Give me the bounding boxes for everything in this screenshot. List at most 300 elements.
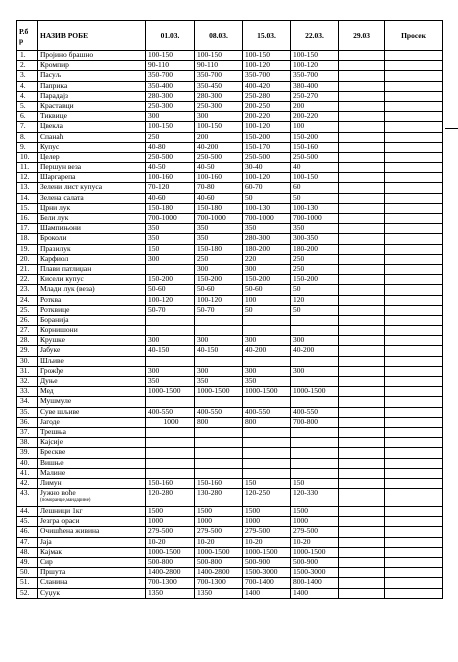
price-cell: 1000-1500: [243, 547, 291, 557]
price-cell: 40-50: [195, 163, 243, 173]
price-cell: 40-150: [195, 346, 243, 356]
price-cell: 400-550: [291, 407, 339, 417]
price-cell: 50-70: [195, 305, 243, 315]
product-name-text: Шљиве: [40, 356, 64, 365]
header-name: НАЗИВ РОБЕ: [38, 21, 146, 51]
price-cell: [339, 397, 385, 407]
product-name: [38, 295, 146, 305]
row-number: 2.: [17, 61, 38, 71]
price-cell: [243, 315, 291, 325]
price-cell: [339, 366, 385, 376]
price-cell: 40: [291, 163, 339, 173]
price-cell: 350: [195, 377, 243, 387]
price-cell: [243, 326, 291, 336]
table-row: [17, 173, 443, 183]
price-cell: 700-1000: [243, 214, 291, 224]
price-cell: 1000-1500: [146, 547, 195, 557]
price-cell: 150-180: [195, 203, 243, 213]
average-cell: [385, 183, 443, 193]
price-cell: [195, 427, 243, 437]
row-number: 48.: [17, 547, 38, 557]
header-row: [17, 21, 443, 51]
price-cell: [243, 427, 291, 437]
price-cell: 150-200: [291, 275, 339, 285]
product-name: [38, 568, 146, 578]
table-row: [17, 387, 443, 397]
price-cell: 150: [291, 478, 339, 488]
price-cell: 10-20: [291, 537, 339, 547]
average-cell: [385, 356, 443, 366]
price-cell: 1000-1500: [291, 387, 339, 397]
product-name-text: Дуње: [40, 376, 58, 385]
price-cell: 100-120: [146, 295, 195, 305]
table-row: [17, 356, 443, 366]
table-row: [17, 537, 443, 547]
product-name-text: Боранија: [40, 315, 69, 324]
price-cell: [339, 275, 385, 285]
product-name-text: Малине: [40, 468, 66, 477]
row-number: 35.: [17, 407, 38, 417]
price-cell: 200: [195, 132, 243, 142]
average-cell: [385, 254, 443, 264]
price-cell: 40-60: [195, 193, 243, 203]
average-cell: [385, 81, 443, 91]
average-cell: [385, 527, 443, 537]
price-cell: [339, 91, 385, 101]
price-cell: [339, 326, 385, 336]
price-cell: 150-200: [195, 275, 243, 285]
row-number: 32.: [17, 377, 38, 387]
table-row: [17, 81, 443, 91]
row-number: 33.: [17, 387, 38, 397]
price-cell: [339, 71, 385, 81]
product-name: [38, 224, 146, 234]
table-row: [17, 101, 443, 111]
table-row: [17, 112, 443, 122]
price-cell: 250-500: [291, 152, 339, 162]
price-cell: 1000-1500: [146, 387, 195, 397]
price-cell: 250-270: [291, 91, 339, 101]
price-cell: 1400: [243, 588, 291, 598]
row-number: 27.: [17, 326, 38, 336]
price-cell: 300: [146, 112, 195, 122]
header-date-3: 22.03.: [291, 21, 339, 51]
price-cell: [146, 326, 195, 336]
table-row: [17, 448, 443, 458]
price-cell: 300: [195, 366, 243, 376]
price-cell: [339, 295, 385, 305]
table-row: [17, 578, 443, 588]
row-number: 50.: [17, 568, 38, 578]
price-cell: [146, 397, 195, 407]
product-name: [38, 264, 146, 274]
price-cell: 800: [195, 417, 243, 427]
price-cell: [339, 517, 385, 527]
table-row: [17, 468, 443, 478]
row-number: 12.: [17, 173, 38, 183]
price-cell: 300: [146, 366, 195, 376]
average-cell: [385, 152, 443, 162]
table-row: [17, 366, 443, 376]
price-cell: 150-170: [243, 142, 291, 152]
price-cell: 130-280: [195, 489, 243, 507]
price-cell: 40-200: [243, 346, 291, 356]
price-cell: 50: [291, 193, 339, 203]
price-cell: [339, 61, 385, 71]
product-name-text: Кајсије: [40, 437, 64, 447]
price-cell: 1000-1500: [243, 387, 291, 397]
row-number: 16.: [17, 214, 38, 224]
price-cell: 220: [243, 254, 291, 264]
product-name: [38, 517, 146, 527]
price-cell: 1000: [146, 517, 195, 527]
price-cell: [339, 458, 385, 468]
price-cell: [339, 142, 385, 152]
average-cell: [385, 417, 443, 427]
table-body: [17, 51, 443, 599]
price-cell: 400-550: [146, 407, 195, 417]
row-number: 4.: [17, 91, 38, 101]
average-cell: [385, 132, 443, 142]
product-name-text: Шампињони: [40, 223, 81, 233]
average-cell: [385, 51, 443, 61]
table-row: [17, 326, 443, 336]
price-cell: [195, 468, 243, 478]
price-cell: [146, 264, 195, 274]
average-cell: [385, 61, 443, 71]
price-cell: 300: [195, 336, 243, 346]
price-cell: 60: [291, 183, 339, 193]
price-cell: 500-800: [146, 558, 195, 568]
price-cell: 120-330: [291, 489, 339, 507]
price-cell: 100-120: [195, 295, 243, 305]
table-row: [17, 489, 443, 507]
price-cell: [146, 438, 195, 448]
row-number: 42.: [17, 478, 38, 488]
price-list-page: [16, 20, 443, 599]
product-name: [38, 468, 146, 478]
price-cell: 350-700: [146, 71, 195, 81]
product-name-text: Сланина: [40, 577, 68, 587]
price-cell: 350: [291, 224, 339, 234]
price-cell: 400-550: [195, 407, 243, 417]
average-cell: [385, 366, 443, 376]
product-name: [38, 397, 146, 407]
product-name-text: Мушмуле: [40, 396, 72, 406]
table-row: [17, 527, 443, 537]
table-row: [17, 183, 443, 193]
product-name: [38, 193, 146, 203]
price-cell: [291, 315, 339, 325]
product-name-text: Карфиол: [40, 254, 69, 263]
product-name-text: Броколи: [40, 233, 67, 243]
average-cell: [385, 203, 443, 213]
header-date-1: 08.03.: [195, 21, 243, 51]
price-cell: 1500: [291, 507, 339, 517]
price-cell: [339, 254, 385, 264]
product-name: [38, 234, 146, 244]
product-name-text: Пршута: [40, 567, 66, 577]
product-name-text: Јабуке: [40, 345, 61, 355]
table-row: [17, 91, 443, 101]
table-row: [17, 163, 443, 173]
product-name: [38, 91, 146, 101]
row-number: 37.: [17, 427, 38, 437]
average-cell: [385, 387, 443, 397]
price-cell: [339, 183, 385, 193]
row-number: 52.: [17, 588, 38, 598]
header-date-4: 29.03: [339, 21, 385, 51]
price-cell: [339, 448, 385, 458]
product-name: [38, 101, 146, 111]
product-name-text: Црни лук: [40, 203, 71, 212]
row-number: 31.: [17, 366, 38, 376]
row-number: 19.: [17, 244, 38, 254]
price-cell: 100: [291, 122, 339, 132]
product-name-text: Суве шљиве: [40, 407, 80, 416]
product-name-text: Купус: [40, 142, 60, 151]
product-name: [38, 427, 146, 437]
product-name-text: Зелени лист купуса: [40, 182, 103, 192]
price-cell: 150-160: [291, 142, 339, 152]
average-cell: [385, 427, 443, 437]
average-cell: [385, 101, 443, 111]
price-cell: 1500-3000: [291, 568, 339, 578]
table-row: [17, 203, 443, 213]
product-name: [38, 305, 146, 315]
price-cell: [339, 224, 385, 234]
row-number: 5.: [17, 101, 38, 111]
price-cell: [243, 397, 291, 407]
average-cell: [385, 142, 443, 152]
price-cell: [339, 438, 385, 448]
price-cell: [339, 264, 385, 274]
price-cell: 300: [146, 254, 195, 264]
price-cell: [195, 458, 243, 468]
price-cell: 1500: [243, 507, 291, 517]
price-cell: [339, 122, 385, 132]
price-cell: [339, 507, 385, 517]
product-name: [38, 417, 146, 427]
price-cell: [339, 203, 385, 213]
price-cell: 700-1300: [195, 578, 243, 588]
price-cell: 1500: [195, 507, 243, 517]
price-cell: 90-110: [146, 61, 195, 71]
product-name-text: Кајмак: [40, 547, 62, 556]
table-row: [17, 152, 443, 162]
price-cell: 300: [195, 264, 243, 274]
price-cell: 1000-1500: [195, 387, 243, 397]
average-cell: [385, 578, 443, 588]
price-cell: 100-120: [243, 122, 291, 132]
product-name-text: Тиквице: [40, 111, 67, 121]
table-row: [17, 558, 443, 568]
price-cell: 30-40: [243, 163, 291, 173]
price-cell: 1500-3000: [243, 568, 291, 578]
product-name: [38, 588, 146, 598]
product-name-text: Корнишони: [40, 325, 78, 335]
header-average: Просек: [385, 21, 443, 51]
product-name: [38, 203, 146, 213]
price-cell: [146, 315, 195, 325]
average-cell: [385, 448, 443, 458]
price-cell: 120-250: [243, 489, 291, 507]
price-cell: [291, 458, 339, 468]
price-cell: 150-200: [146, 275, 195, 285]
price-cell: 10-20: [146, 537, 195, 547]
price-cell: [339, 417, 385, 427]
average-cell: [385, 346, 443, 356]
product-name: [38, 122, 146, 132]
average-cell: [385, 458, 443, 468]
price-cell: [291, 468, 339, 478]
product-name: [38, 326, 146, 336]
price-cell: [339, 568, 385, 578]
price-cell: [339, 578, 385, 588]
price-cell: 1000-1500: [195, 547, 243, 557]
price-cell: 100-120: [291, 61, 339, 71]
table-row: [17, 336, 443, 346]
average-cell: [385, 285, 443, 295]
price-cell: 180-200: [243, 244, 291, 254]
price-cell: 350: [146, 234, 195, 244]
price-cell: 350-700: [243, 71, 291, 81]
average-cell: [385, 397, 443, 407]
price-cell: 700-1400: [243, 578, 291, 588]
average-cell: [385, 568, 443, 578]
product-name: [38, 132, 146, 142]
table-row: [17, 547, 443, 557]
price-cell: [339, 214, 385, 224]
price-cell: 350-400: [146, 81, 195, 91]
row-number: 36.: [17, 417, 38, 427]
price-cell: [339, 173, 385, 183]
price-cell: [195, 315, 243, 325]
row-number: 44.: [17, 507, 38, 517]
price-cell: [339, 387, 385, 397]
price-cell: 250: [146, 132, 195, 142]
price-cell: 50-60: [195, 285, 243, 295]
price-cell: 250-500: [146, 152, 195, 162]
row-number: 23.: [17, 285, 38, 295]
price-cell: 250-300: [195, 101, 243, 111]
price-cell: [291, 427, 339, 437]
price-cell: 40-200: [195, 142, 243, 152]
row-number: 7.: [17, 122, 38, 132]
average-cell: [385, 489, 443, 507]
row-number: 9.: [17, 142, 38, 152]
row-number: 1.: [17, 51, 38, 61]
price-cell: 500-900: [291, 558, 339, 568]
row-number: 51.: [17, 578, 38, 588]
price-cell: 180-200: [291, 244, 339, 254]
price-cell: 350: [243, 377, 291, 387]
product-name: [38, 458, 146, 468]
price-cell: 279-500: [195, 527, 243, 537]
table-row: [17, 458, 443, 468]
average-cell: [385, 295, 443, 305]
average-cell: [385, 547, 443, 557]
price-cell: 150-160: [195, 478, 243, 488]
price-cell: 100: [243, 295, 291, 305]
product-name: [38, 214, 146, 224]
average-cell: [385, 91, 443, 101]
price-cell: 10-20: [195, 537, 243, 547]
price-cell: 100-150: [146, 122, 195, 132]
price-cell: 280-300: [146, 91, 195, 101]
price-cell: [339, 407, 385, 417]
product-name-text: Суџук: [40, 588, 60, 597]
price-cell: [146, 427, 195, 437]
price-table: [16, 20, 443, 599]
product-name: [38, 346, 146, 356]
price-cell: 300: [195, 112, 243, 122]
table-row: [17, 397, 443, 407]
average-cell: [385, 264, 443, 274]
price-cell: 250-280: [243, 91, 291, 101]
average-cell: [385, 244, 443, 254]
row-number: 39.: [17, 448, 38, 458]
price-cell: 60-70: [243, 183, 291, 193]
price-cell: 1000: [243, 517, 291, 527]
price-cell: [339, 336, 385, 346]
price-cell: 300-350: [291, 234, 339, 244]
row-number: 24.: [17, 295, 38, 305]
price-cell: 350-700: [291, 71, 339, 81]
product-name-text: Спанаћ: [40, 132, 64, 141]
price-cell: 700-1000: [291, 214, 339, 224]
product-name-text: Паприка: [40, 81, 68, 90]
average-cell: [385, 468, 443, 478]
price-cell: 300: [291, 366, 339, 376]
price-cell: [146, 458, 195, 468]
average-cell: [385, 71, 443, 81]
row-number: 15.: [17, 203, 38, 213]
row-number: 49.: [17, 558, 38, 568]
price-cell: 1000: [291, 517, 339, 527]
price-cell: 1000: [195, 517, 243, 527]
row-number: 29.: [17, 346, 38, 356]
price-cell: 150-200: [243, 132, 291, 142]
row-number: 43.: [17, 489, 38, 507]
table-row: [17, 315, 443, 325]
product-name: [38, 173, 146, 183]
product-name: [38, 438, 146, 448]
price-cell: 700-1000: [195, 214, 243, 224]
price-cell: 700-1300: [146, 578, 195, 588]
price-cell: 120-280: [146, 489, 195, 507]
price-cell: 150-180: [195, 244, 243, 254]
average-cell: [385, 122, 443, 132]
product-name: [38, 547, 146, 557]
price-cell: [339, 81, 385, 91]
table-row: [17, 295, 443, 305]
product-name-text: Краставци: [40, 101, 74, 110]
average-cell: [385, 438, 443, 448]
product-subnote: (поморанџе,мандарине): [40, 497, 91, 503]
price-cell: 40-200: [291, 346, 339, 356]
price-cell: [291, 356, 339, 366]
average-cell: [385, 224, 443, 234]
table-row: [17, 214, 443, 224]
price-cell: [243, 438, 291, 448]
price-cell: [195, 438, 243, 448]
price-cell: 1350: [146, 588, 195, 598]
product-name: [38, 275, 146, 285]
average-cell: [385, 588, 443, 598]
product-name-text: Празилук: [40, 244, 71, 253]
price-cell: [339, 305, 385, 315]
